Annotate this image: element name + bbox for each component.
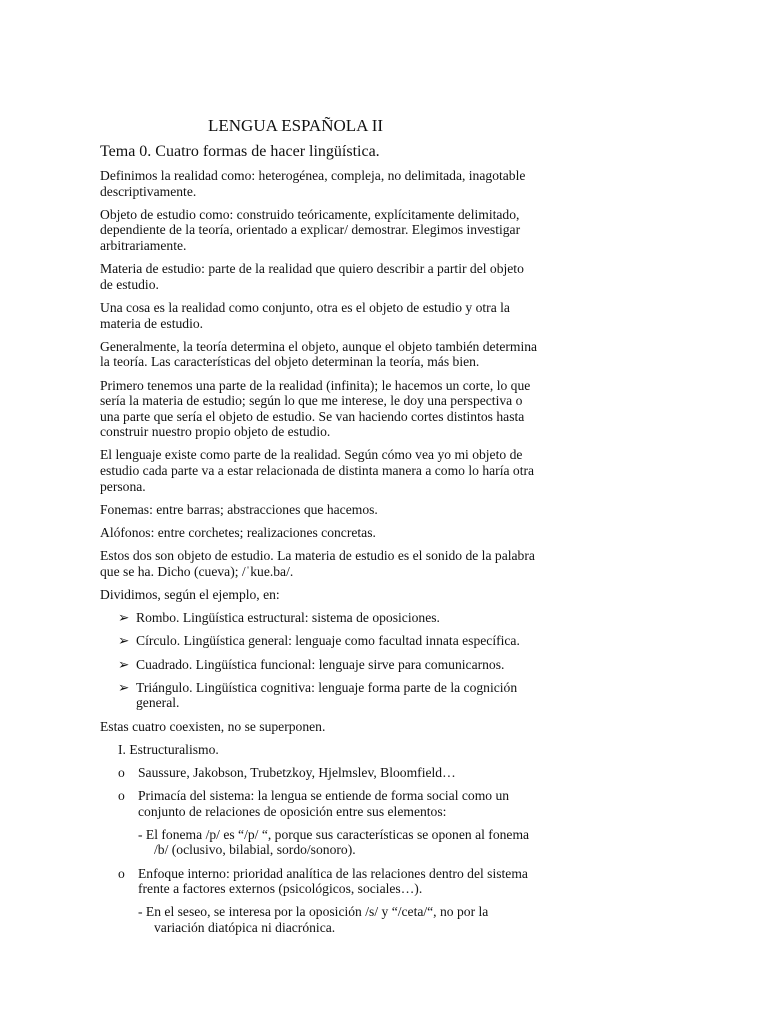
paragraph-dividimos: Dividimos, según el ejemplo, en: <box>100 587 280 602</box>
paragraph-materia: Materia de estudio: parte de la realidad que quiero describir a partir del objeto de estudio. <box>100 261 524 292</box>
paragraph-realidad: Definimos la realidad como: heterogénea, compleja, no delimitada, inagotable descriptivamente. <box>100 168 526 199</box>
arrow-bullet-icon: ➢ <box>118 633 130 649</box>
circle-bullet-icon: o <box>118 788 125 804</box>
paragraph-conjunto: Una cosa es la realidad como conjunto, otra es el objeto de estudio y otra la materia de estudio. <box>100 299 510 331</box>
circle-bullet-icon: o <box>118 865 125 881</box>
document-title: LENGUA ESPAÑOLA II <box>208 116 384 135</box>
point-text: Enfoque interno: prioridad analítica de las relaciones dentro del sistema frente a factores externos (psicológicos, sociales…). <box>138 865 528 897</box>
paragraph-coexisten: Estas cuatro coexisten, no se superponen. <box>100 718 326 734</box>
point-text: Saussure, Jakobson, Trubetzkoy, Hjelmslev, Bloomfield… <box>138 764 456 780</box>
paragraph-cueva: Estos dos son objeto de estudio. La materia de estudio es el sonido de la palabra que se ha. Dicho (cueva); /ˈkue.ba/. <box>100 548 535 579</box>
arrow-bullet-icon: ➢ <box>118 679 130 695</box>
bullet-text: Rombo. Lingüística estructural: sistema de oposiciones. <box>136 610 440 626</box>
bullet-item-triangulo <box>118 680 540 711</box>
sub-point-fonema: - El fonema /p/ es “/p/ “, porque sus características se oponen al fonema /b/ (oclusivo, bilabial, sordo/sonoro). <box>138 826 530 858</box>
sub-point-seseo: - En el seseo, se interesa por la oposición /s/ y “/ceta/“, no por la variación diatópica ni diacrónica. <box>138 904 489 936</box>
paragraph-lenguaje: El lenguaje existe como parte de la realidad. Según cómo vea yo mi objeto de estudio cada parte va a estar relacionada de distinta manera a como lo haría otra persona. <box>100 447 535 494</box>
arrow-bullet-icon: ➢ <box>118 656 130 672</box>
point-item-primacia <box>118 788 540 819</box>
paragraph-teoria: Generalmente, la teoría determina el objeto, aunque el objeto también determina la teoría. Las características del objeto determinan la teoría, más bien. <box>100 338 538 370</box>
document-page <box>100 116 540 943</box>
bullet-item-circulo <box>118 633 540 649</box>
point-item-enfoque <box>118 866 540 897</box>
arrow-bullet-icon: ➢ <box>118 610 130 626</box>
bullet-text: Cuadrado. Lingüística funcional: lenguaje sirve para comunicarnos. <box>136 656 505 672</box>
bullet-item-cuadrado <box>118 657 540 673</box>
bullet-item-rombo <box>118 610 540 626</box>
section-heading-estructuralismo: I. Estructuralismo. <box>118 741 219 757</box>
document-subtitle: Tema 0. Cuatro formas de hacer lingüística. <box>100 143 380 160</box>
paragraph-objeto: Objeto de estudio como: construido teóricamente, explícitamente delimitado, dependiente de la teoría, orientado a explicar/ demostrar. Elegimos investigar arbitrariamente. <box>100 206 521 253</box>
bullet-text: Círculo. Lingüística general: lenguaje como facultad innata específica. <box>136 633 520 649</box>
point-item-autores <box>118 765 540 781</box>
paragraph-alofonos: Alófonos: entre corchetes; realizaciones concretas. <box>100 525 376 541</box>
bullet-text: Triángulo. Lingüística cognitiva: lenguaje forma parte de la cognición general. <box>136 679 518 711</box>
point-text: Primacía del sistema: la lengua se entiende de forma social como un conjunto de relaciones de oposición entre sus elementos: <box>138 788 510 819</box>
circle-bullet-icon: o <box>118 764 125 780</box>
paragraph-fonemas: Fonemas: entre barras; abstracciones que hacemos. <box>100 501 378 517</box>
paragraph-corte: Primero tenemos una parte de la realidad (infinita); le hacemos un corte, lo que sería la materia de estudio; según lo que me interese, le doy una perspectiva o una parte que sería el objeto de estudio. Se van haciendo cortes distintos hasta construir nuestro propio objeto de estudio. <box>100 377 531 440</box>
